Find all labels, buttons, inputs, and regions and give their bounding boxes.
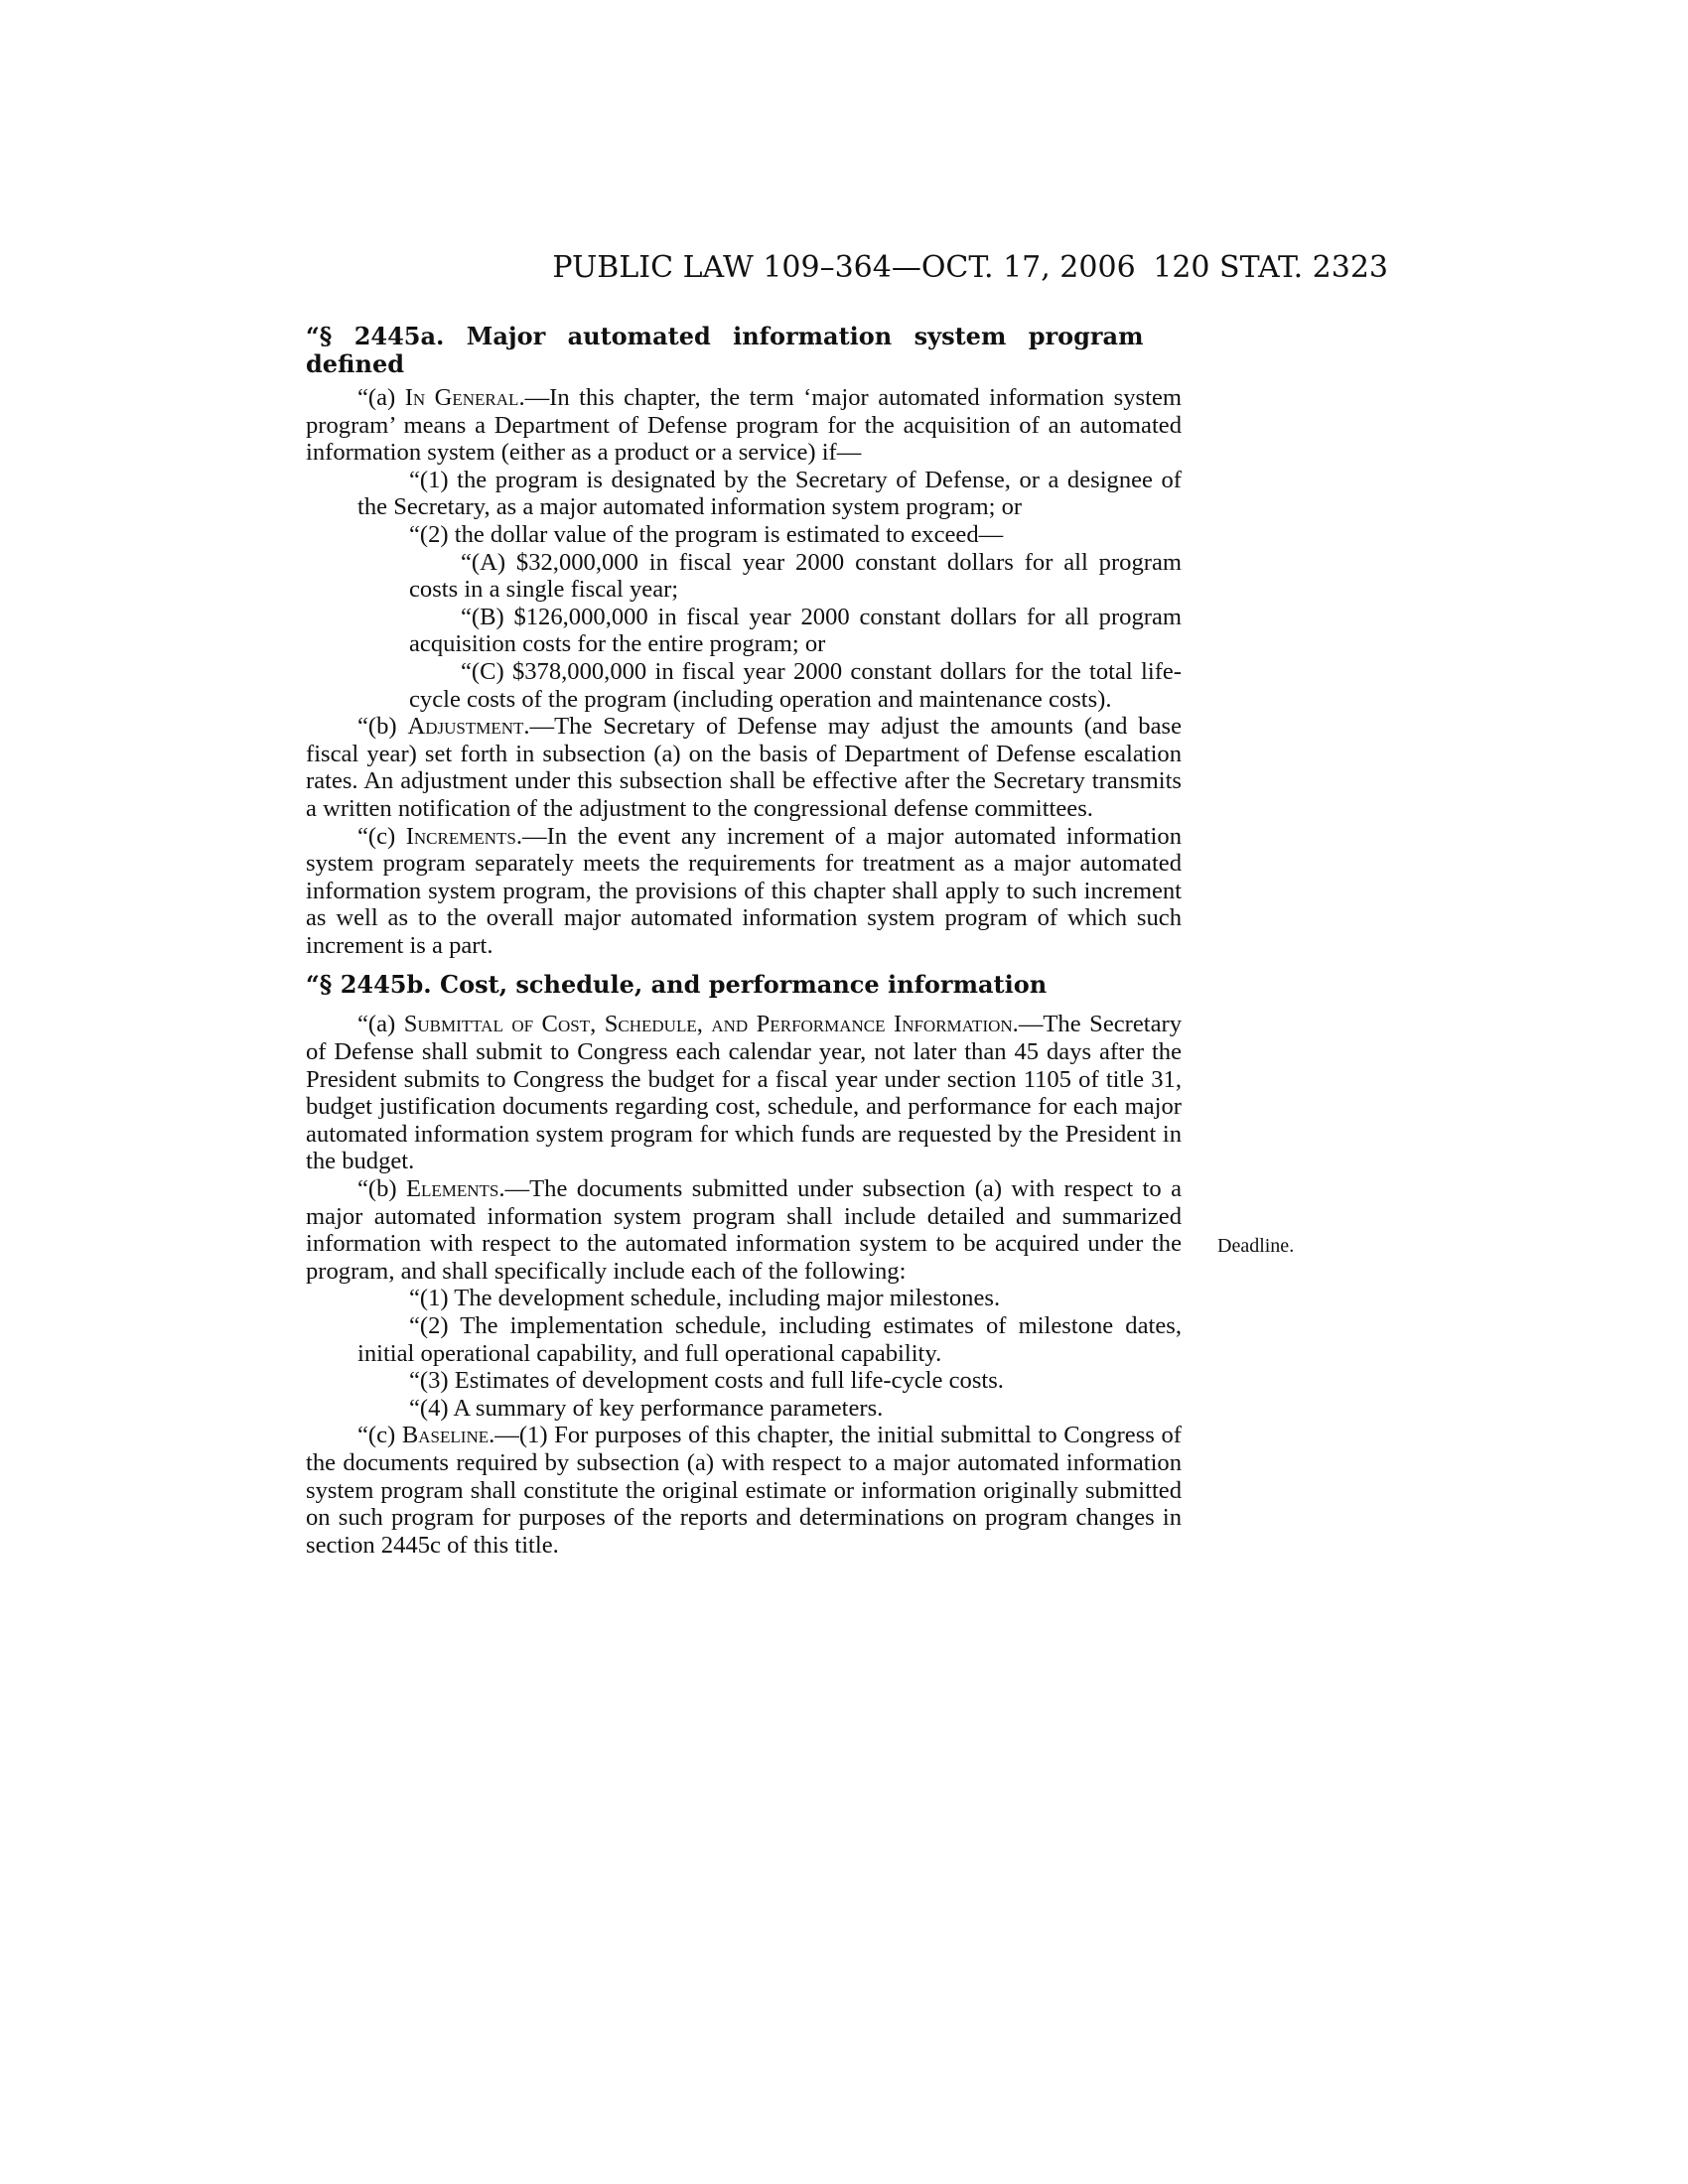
paragraph-2445b-b1: “(1) The development schedule, including major milestones.: [409, 1285, 1001, 1312]
paragraph-2445a-a: “(a) In General.—In this chapter, the term ‘major automated information system program’ means a Department of Defense program for the acquisition of an automated information system (either as a product or a service) if—: [306, 384, 1182, 467]
paragraph-2445a-B: “(B) $126,000,000 in fiscal year 2000 constant dollars for all program acquisition costs for the entire program; or: [409, 603, 1182, 658]
paragraph-2445b-b4: “(4) A summary of key performance parameters.: [409, 1394, 884, 1422]
paragraph-2445a-1: “(1) the program is designated by the Secretary of Defense, or a designee of the Secretary, as a major automated information system program; or: [357, 466, 1182, 521]
paragraph-2445a-A: “(A) $32,000,000 in fiscal year 2000 constant dollars for all program costs in a single fiscal year;: [409, 548, 1182, 604]
page-header: [0, 250, 1688, 286]
paragraph-2445b-a: “(a) Submittal of Cost, Schedule, and Performance Information.—The Secretary of Defense shall submit to Congress each calendar year, not later than 45 days after the President submits to Congress the budget for a fiscal year under section 1105 of title 31, budget justification documents regarding cost, schedule, and performance for each major automated information system program for which funds are requested by the President in the budget.: [306, 1011, 1182, 1175]
paragraph-2445a-C: “(C) $378,000,000 in fiscal year 2000 constant dollars for the total life-cycle costs of the program (including operation and maintenance costs).: [409, 657, 1182, 713]
paragraph-2445a-c: “(c) Increments.—In the event any increment of a major automated information system program separately meets the requirements for treatment as a major automated information system program, the provisions of this chapter shall apply to such increment as well as to the overall major automated information system program of which such increment is a part.: [306, 822, 1182, 959]
section-2445b-title: “§ 2445b. Cost, schedule, and performance information: [306, 970, 1048, 1000]
paragraph-2445b-c: “(c) Baseline.—(1) For purposes of this chapter, the initial submittal to Congress of the documents required by subsection (a) with respect to a major automated information system program shall constitute the original estimate or information originally submitted on such program for purposes of the reports and determinations on program changes in section 2445c of this title.: [306, 1422, 1182, 1559]
page-number: 120 STAT. 2323: [1153, 250, 1388, 285]
paragraph-2445b-b3: “(3) Estimates of development costs and full life-cycle costs.: [409, 1367, 1004, 1395]
running-title: PUBLIC LAW 109–364—OCT. 17, 2006: [552, 250, 1136, 285]
paragraph-2445a-b: “(b) Adjustment.—The Secretary of Defense may adjust the amounts (and base fiscal year) set forth in subsection (a) on the basis of Department of Defense escalation rates. An adjustment under this subsection shall be effective after the Secretary transmits a written notification of the adjustment to the congressional defense committees.: [306, 713, 1182, 822]
paragraph-2445b-b2: “(2) The implementation schedule, including estimates of milestone dates, initial operational capability, and full operational capability.: [357, 1312, 1182, 1367]
paragraph-2445b-b: “(b) Elements.—The documents submitted under subsection (a) with respect to a major automated information system program shall include detailed and summarized information with respect to the automated information system to be acquired under the program, and shall specifically include each of the following:: [306, 1175, 1182, 1285]
section-2445a-title: “§ 2445a. Major automated information system program defined: [306, 322, 1144, 378]
body-text: [306, 323, 1182, 1559]
margin-note-deadline: Deadline.: [1217, 1235, 1295, 1257]
paragraph-2445a-2: “(2) the dollar value of the program is estimated to exceed—: [409, 520, 1004, 548]
